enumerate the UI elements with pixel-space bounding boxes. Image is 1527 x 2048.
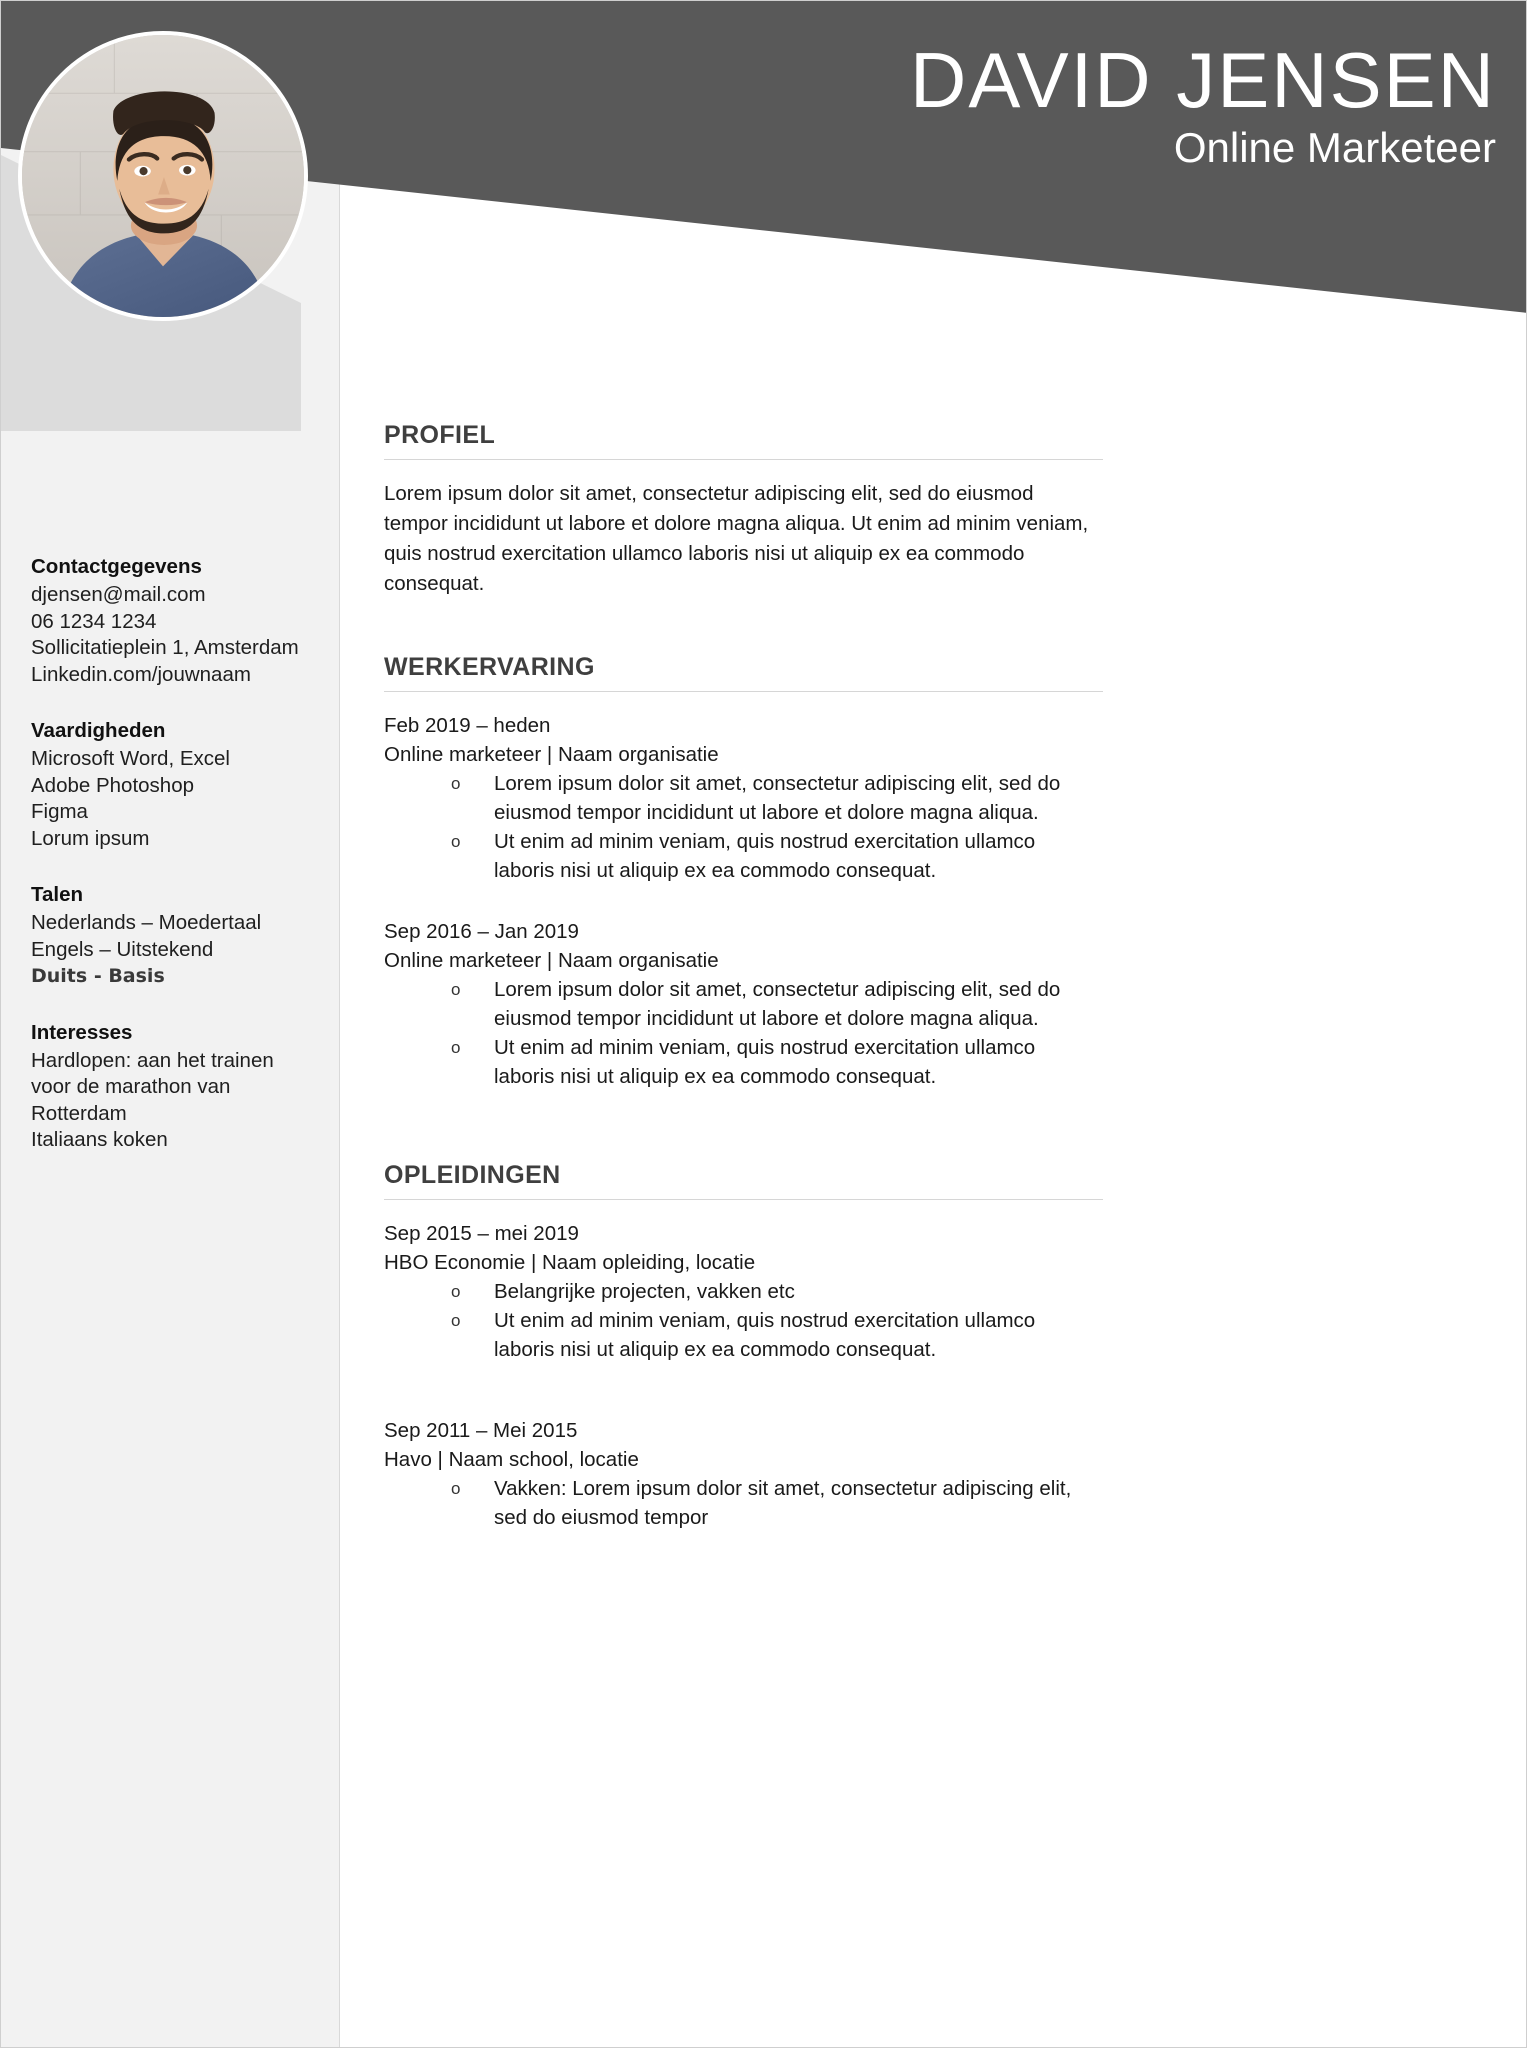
- bullet-marker-icon: o: [451, 1038, 461, 1057]
- interest-item: voor de marathon van: [31, 1075, 231, 1098]
- section-werkervaring: [384, 653, 1484, 1091]
- section-rule: [384, 1199, 1103, 1200]
- work-entry-date: Feb 2019 – heden: [384, 714, 551, 737]
- section-heading-opleidingen: OPLEIDINGEN: [384, 1161, 561, 1189]
- education-entry-bullets: [384, 1474, 1484, 1532]
- section-rule: [384, 459, 1103, 460]
- list-item: [384, 1033, 1094, 1091]
- list-item: [384, 1474, 1094, 1532]
- list-item-text: Lorem ipsum dolor sit amet, consectetur adipiscing elit, sed do eiusmod tempor incididunt ut labore et dolore magna aliqua.: [494, 978, 1061, 1030]
- header-text-block: [910, 36, 1496, 173]
- bullet-marker-icon: o: [451, 1282, 461, 1301]
- work-entry: [384, 711, 1484, 885]
- section-opleidingen: [384, 1161, 1484, 1532]
- skill-item: Microsoft Word, Excel: [31, 747, 230, 770]
- sidebar-heading-skills: Vaardigheden: [31, 719, 166, 742]
- bullet-marker-icon: o: [451, 774, 461, 793]
- work-entry-bullets: [384, 975, 1484, 1091]
- list-item: [384, 1306, 1094, 1364]
- language-item: Nederlands – Moedertaal: [31, 911, 262, 934]
- interest-item: Hardlopen: aan het trainen: [31, 1048, 274, 1072]
- list-item-text: Belangrijke projecten, vakken etc: [494, 1280, 795, 1303]
- avatar: [18, 31, 308, 321]
- page-title: DAVID JENSEN: [910, 36, 1496, 124]
- education-entry-bullets: [384, 1277, 1484, 1364]
- contact-linkedin[interactable]: Linkedin.com/jouwnaam: [31, 662, 251, 686]
- interest-item: Rotterdam: [31, 1101, 127, 1125]
- sidebar-block-contact: [31, 554, 321, 688]
- education-entry-role: Havo | Naam school, locatie: [384, 1448, 639, 1471]
- education-entry-date: Sep 2011 – Mei 2015: [384, 1419, 578, 1442]
- job-title: Online Marketeer: [1173, 124, 1496, 171]
- skill-item: Figma: [31, 800, 88, 823]
- work-entry-role: Online marketeer | Naam organisatie: [384, 743, 719, 766]
- profile-photo-icon: [22, 35, 304, 317]
- sidebar-heading-contact: Contactgegevens: [31, 555, 202, 578]
- language-item: Duits - Basis: [31, 965, 165, 987]
- interest-item: Italiaans koken: [31, 1128, 168, 1151]
- education-entry-date: Sep 2015 – mei 2019: [384, 1222, 579, 1245]
- list-item: [384, 975, 1094, 1033]
- contact-email[interactable]: djensen@mail.com: [31, 583, 206, 606]
- list-item-text: Ut enim ad minim veniam, quis nostrud exercitation ullamco laboris nisi ut aliquip ex ea commodo consequat.: [494, 1036, 1036, 1088]
- list-item: [384, 769, 1094, 827]
- list-item: [384, 827, 1094, 885]
- sidebar-block-skills: [31, 718, 321, 852]
- list-item-text: Ut enim ad minim veniam, quis nostrud exercitation ullamco laboris nisi ut aliquip ex ea commodo consequat.: [494, 1309, 1036, 1361]
- education-entry: [384, 1219, 1484, 1364]
- list-item: [384, 1277, 1094, 1306]
- list-item-text: Ut enim ad minim veniam, quis nostrud exercitation ullamco laboris nisi ut aliquip ex ea commodo consequat.: [494, 830, 1036, 882]
- sidebar-block-languages: [31, 882, 321, 990]
- sidebar-heading-languages: Talen: [31, 883, 84, 906]
- section-heading-profiel: PROFIEL: [384, 421, 496, 449]
- skill-item: Lorum ipsum: [31, 826, 150, 850]
- bullet-marker-icon: o: [451, 1311, 461, 1330]
- list-item-text: Lorem ipsum dolor sit amet, consectetur adipiscing elit, sed do eiusmod tempor incididunt ut labore et dolore magna aliqua.: [494, 772, 1061, 824]
- contact-address: Sollicitatieplein 1, Amsterdam: [31, 636, 299, 659]
- section-profiel: [384, 421, 1484, 599]
- profiel-body: Lorem ipsum dolor sit amet, consectetur adipiscing elit, sed do eiusmod tempor incididunt ut labore et dolore magna aliqua. Ut enim ad minim veniam, quis nostrud exercitation ullamco laboris nisi ut aliquip ex ea commodo consequat.: [384, 482, 1089, 595]
- main-column: [384, 1, 1484, 1540]
- language-item: Engels – Uitstekend: [31, 937, 214, 961]
- sidebar-content: [31, 554, 321, 1184]
- contact-phone[interactable]: 06 1234 1234: [31, 609, 157, 633]
- education-entry: [384, 1416, 1484, 1532]
- work-entry: [384, 917, 1484, 1091]
- work-entry-date: Sep 2016 – Jan 2019: [384, 920, 579, 943]
- bullet-marker-icon: o: [451, 1479, 461, 1498]
- skill-item: Adobe Photoshop: [31, 773, 194, 797]
- work-entry-role: Online marketeer | Naam organisatie: [384, 949, 719, 972]
- list-item-text: Vakken: Lorem ipsum dolor sit amet, consectetur adipiscing elit, sed do eiusmod tempor: [494, 1477, 1072, 1529]
- section-rule: [384, 691, 1103, 692]
- section-heading-werkervaring: WERKERVARING: [384, 653, 595, 681]
- sidebar-heading-interests: Interesses: [31, 1020, 133, 1044]
- education-entry-role: HBO Economie | Naam opleiding, locatie: [384, 1251, 756, 1274]
- sidebar-block-interests: [31, 1020, 321, 1154]
- bullet-marker-icon: o: [451, 980, 461, 999]
- sidebar-divider: [339, 1, 340, 2048]
- bullet-marker-icon: o: [451, 832, 461, 851]
- work-entry-bullets: [384, 769, 1484, 885]
